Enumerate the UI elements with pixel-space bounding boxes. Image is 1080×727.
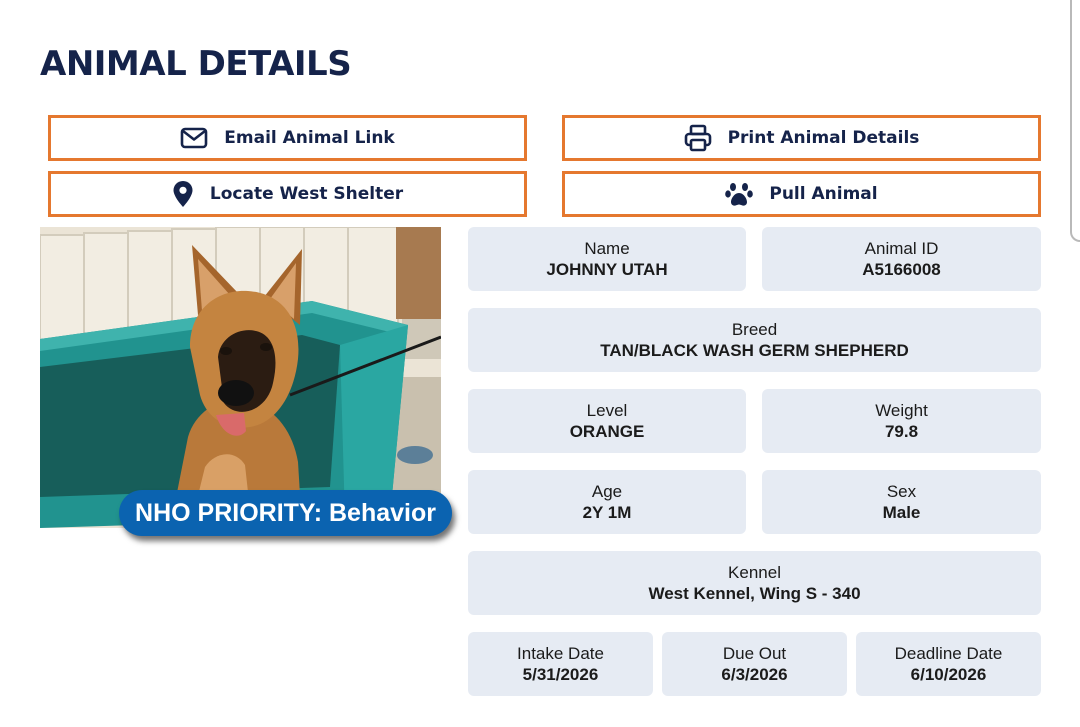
intake-date-label: Intake Date <box>517 644 604 663</box>
due-out-label: Due Out <box>722 644 787 663</box>
priority-badge: NHO PRIORITY: Behavior <box>119 490 452 536</box>
page-title: ANIMAL DETAILS <box>40 44 352 84</box>
due-out-value: 6/3/2026 <box>721 665 788 684</box>
printer-icon <box>684 124 712 152</box>
scrollbar-edge[interactable] <box>1070 0 1080 242</box>
map-pin-icon <box>172 180 194 208</box>
print-animal-details-button[interactable] <box>562 115 1041 161</box>
animal-photo <box>40 227 441 528</box>
email-animal-link-label: Email Animal Link <box>224 128 395 148</box>
age-label: Age <box>591 482 623 501</box>
kennel-value: West Kennel, Wing S - 340 <box>648 584 861 603</box>
weight-label: Weight <box>875 401 928 420</box>
kennel-label: Kennel <box>728 563 781 582</box>
level-card <box>468 389 746 453</box>
animal-id-card <box>762 227 1041 291</box>
print-animal-details-label: Print Animal Details <box>727 128 920 148</box>
breed-label: Breed <box>731 320 778 339</box>
locate-west-shelter-button[interactable] <box>48 171 527 217</box>
envelope-icon <box>180 127 208 149</box>
name-value: JOHNNY UTAH <box>546 260 668 279</box>
paw-icon <box>725 181 753 207</box>
name-label: Name <box>584 239 630 258</box>
animal-id-label: Animal ID <box>864 239 939 258</box>
level-label: Level <box>586 401 628 420</box>
pull-animal-label: Pull Animal <box>769 184 878 204</box>
due-out-card <box>662 632 847 696</box>
intake-date-card <box>468 632 653 696</box>
pull-animal-button[interactable] <box>562 171 1041 217</box>
animal-id-value: A5166008 <box>862 260 941 279</box>
sex-label: Sex <box>886 482 917 501</box>
age-card <box>468 470 746 534</box>
weight-value: 79.8 <box>884 422 919 441</box>
deadline-date-card <box>856 632 1041 696</box>
deadline-date-label: Deadline Date <box>894 644 1003 663</box>
sex-value: Male <box>882 503 921 522</box>
sex-card <box>762 470 1041 534</box>
level-value: ORANGE <box>569 422 645 441</box>
intake-date-value: 5/31/2026 <box>522 665 599 684</box>
email-animal-link-button[interactable] <box>48 115 527 161</box>
breed-card <box>468 308 1041 372</box>
locate-west-shelter-label: Locate West Shelter <box>209 184 404 204</box>
deadline-date-value: 6/10/2026 <box>910 665 987 684</box>
breed-value: TAN/BLACK WASH GERM SHEPHERD <box>600 341 909 360</box>
age-value: 2Y 1M <box>582 503 632 522</box>
kennel-card <box>468 551 1041 615</box>
name-card <box>468 227 746 291</box>
weight-card <box>762 389 1041 453</box>
